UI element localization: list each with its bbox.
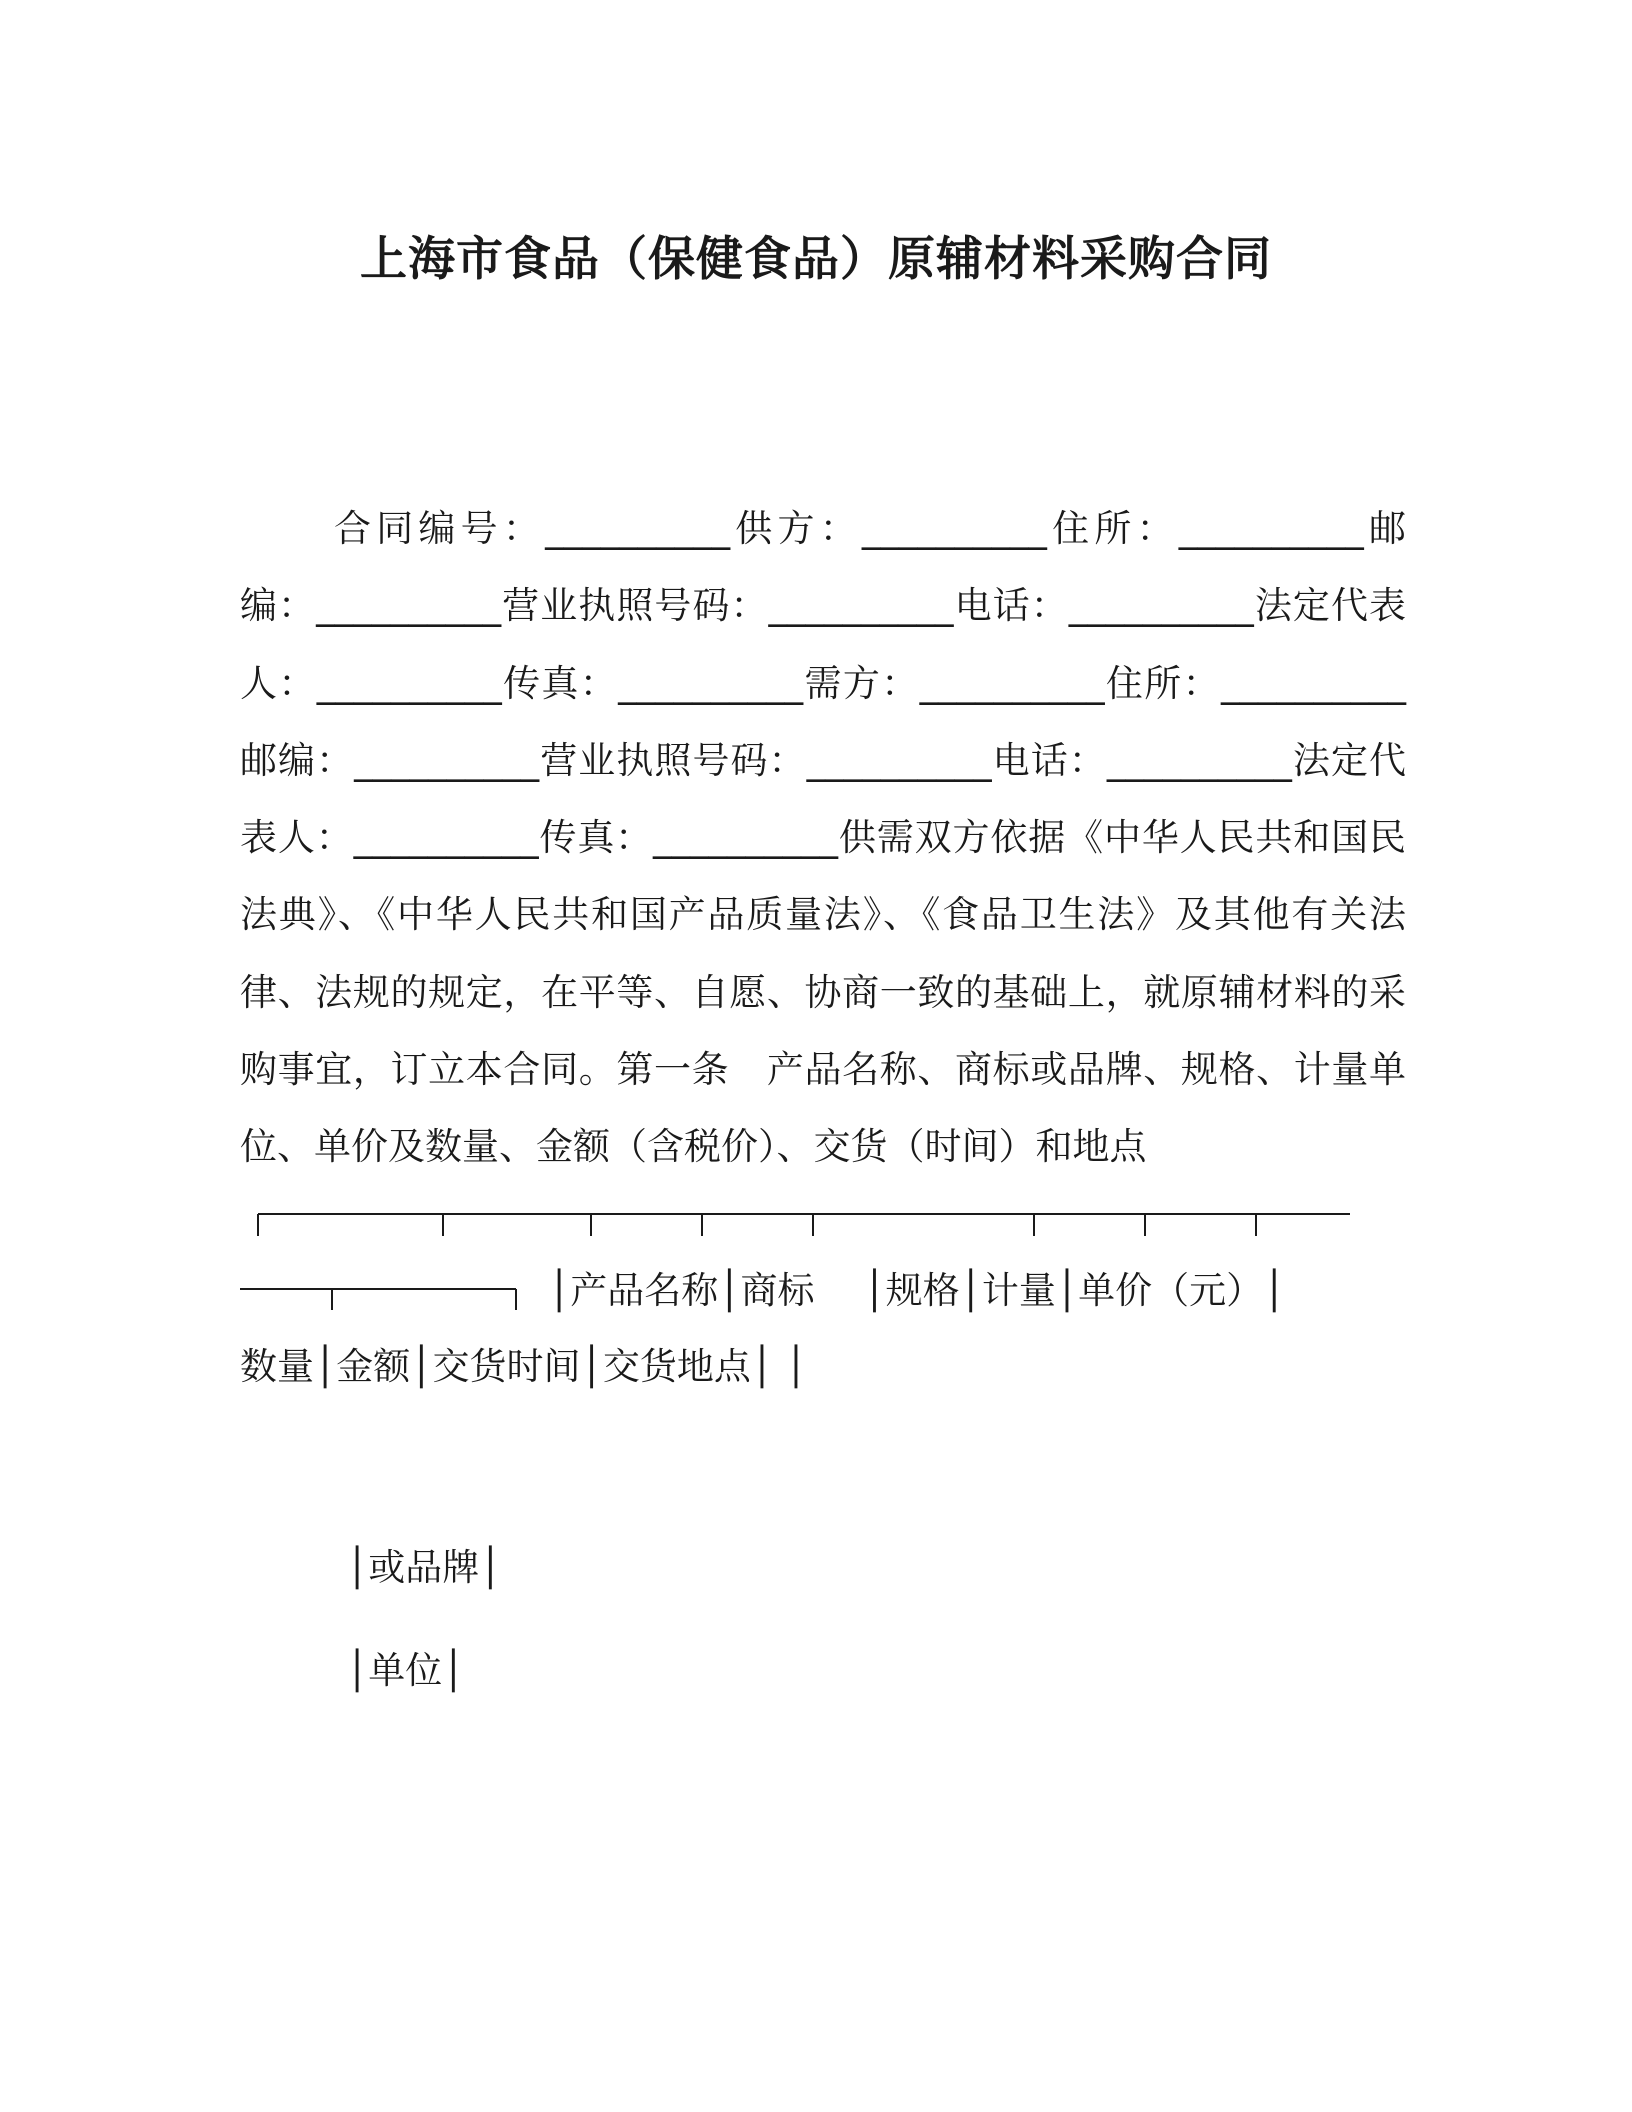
table-header-cell: │或品牌│ [346,1546,502,1589]
table-header-row: │产品名称│商标 │规格│计量│单价（元）│ [548,1269,1286,1312]
table-header-cell: │单位│ [346,1649,465,1692]
page-title: 上海市食品（保健食品）原辅材料采购合同 [360,232,1272,287]
table-header-row: 数量│金额│交货时间│交货地点│ │ [240,1345,808,1388]
contract-body-paragraph: 合同编号：__________供方：__________住所：__________邮编：__________营业执照号码：__________电话：__________法定代表人：__________传真：__________需方：__________住所：__________邮编：__________营业执照号码：__________电话：__________法定代表人：__________传真：__________供需双方依据《中华人民共和国民法典》、《中华人民共和国产品质量法》、《食品卫生法》及其他有关法律、法规的规定，在平等、自愿、协商一致的基础上，就原辅材料的采购事宜，订立本合同。第一条 产品名称、商标或品牌、规格、计量单位、单价及数量、金额（含税价）、交货（时间）和地点 [240,507,1406,1169]
